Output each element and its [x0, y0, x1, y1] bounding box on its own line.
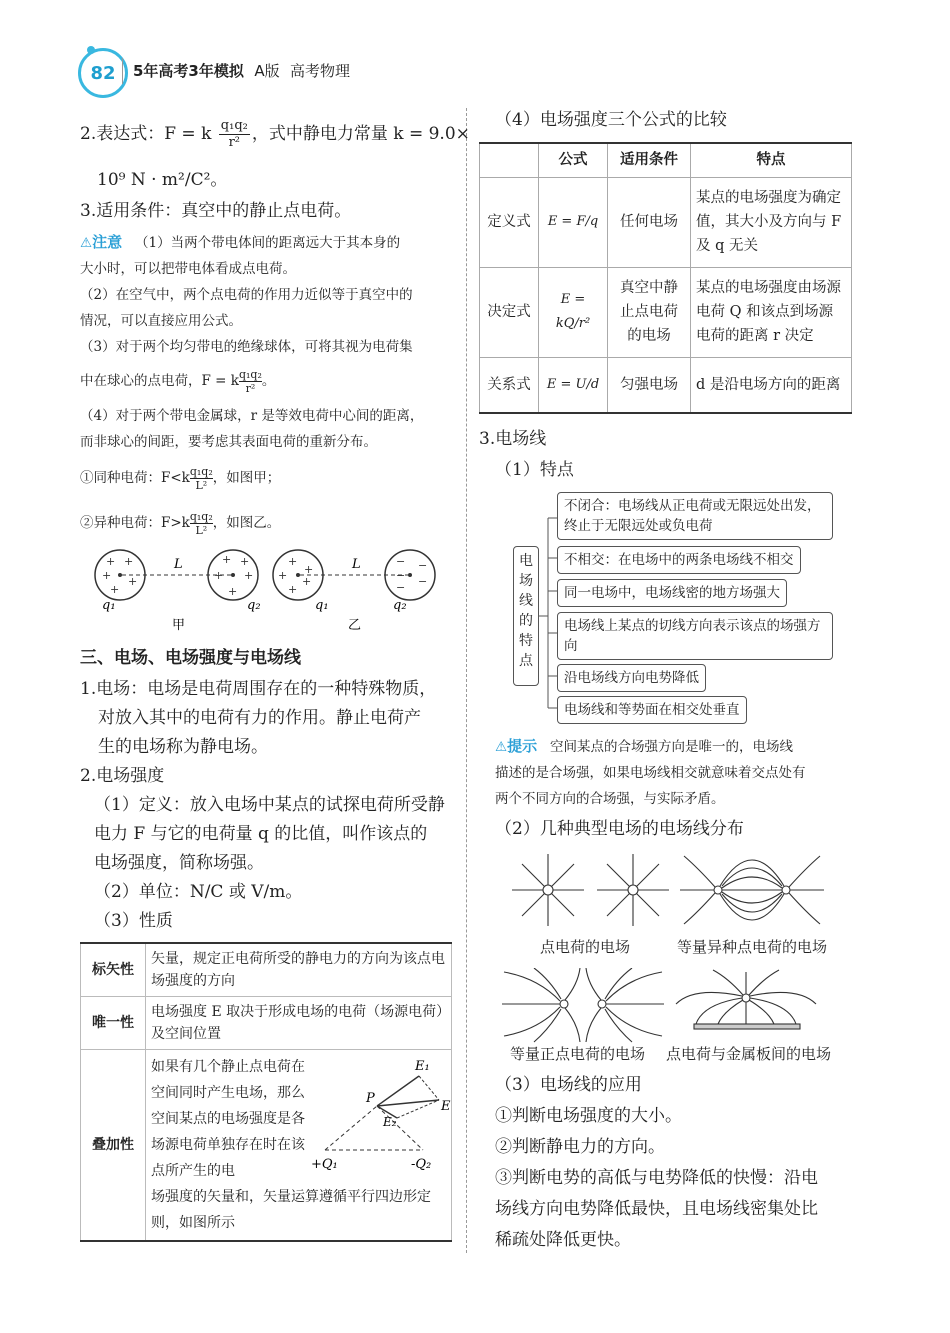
- svg-text:-Q₂: -Q₂: [411, 1157, 432, 1172]
- table-row: 决定式 E = kQ/r² 真空中静止点电荷的电场 某点的电场强度由场源电荷 Q 和该点到场源电荷的距离 r 决定: [480, 267, 852, 357]
- properties-table: [80, 942, 452, 1242]
- fig-label-q2a: q₂: [247, 598, 261, 613]
- svg-text:+: +: [110, 583, 120, 596]
- caption-opposite-charges: 等量异种点电荷的电场: [677, 938, 828, 956]
- tip-block: ⚠提示 空间某点的合场强方向是唯一的，电场线 描述的是合场强，如果电场线相交就意味着交点处有 两个不同方向的合场强，与实际矛盾。: [495, 737, 806, 807]
- field-lines-title: 3.电场线: [479, 429, 547, 449]
- fig-label-q2b: q₂: [393, 598, 407, 613]
- fig-label-L1: L: [174, 557, 183, 572]
- svg-text:−: −: [396, 569, 406, 582]
- svg-text:+: +: [222, 553, 232, 566]
- expression-line: 2.表达式：F = k $\frac{\text{q₁q₂}}{\text{r²}}$ ，式中静电力常量 k = 9.0×: [80, 118, 470, 150]
- svg-text:−: −: [418, 559, 428, 572]
- field-definition: 1.电场：电场是电荷周围存在的一种特殊物质， 对放入其中的电荷有力的作用。静止电荷产 生的电场称为静电场。 2.电场强度 （1）定义：放入电场中某点的试探电荷所受静 电力 F 与它的电荷量 q 的比值，叫作该点的 电场强度，简称场强。 （2）单位：N/C 或 V/m。 （3）性质: [80, 679, 445, 931]
- svg-text:+: +: [214, 569, 224, 582]
- svg-text:+: +: [240, 555, 250, 568]
- table-row: 标矢性 矢量，规定正电荷所受的静电力的方向为该点电场强度的方向: [81, 943, 452, 997]
- typical-fields-subtitle: （2）几种典型电场的电场线分布: [495, 819, 744, 839]
- caption-charge-plate: 点电荷与金属板间的电场: [666, 1045, 832, 1063]
- page-number: 82: [90, 62, 116, 84]
- svg-text:+Q₁: +Q₁: [311, 1157, 338, 1172]
- svg-text:+: +: [304, 563, 314, 576]
- features-subtitle: （1）特点: [495, 460, 574, 480]
- condition-line: 3.适用条件：真空中的静止点电荷。: [80, 201, 352, 221]
- charged-spheres-figure: [90, 545, 450, 635]
- header-title: 5年高考3年模拟 A版 高考物理: [133, 62, 351, 80]
- mindmap-item: 同一电场中，电场线密的地方场强大: [557, 579, 787, 607]
- point-charge-fields-figure: [508, 848, 848, 938]
- column-divider: [466, 108, 467, 1253]
- mindmap-item: 不相交：在电场中的两条电场线不相交: [557, 546, 801, 574]
- fig-label-q1a: q₁: [102, 598, 116, 613]
- svg-text:+: +: [102, 569, 112, 582]
- field-line-applications: （3）电场线的应用 ①判断电场强度的大小。 ②判断静电力的方向。 ③判断电势的高低与电势降低的快慢：沿电 场线方向电势降低最快，且电场线密集处比 稀疏处降低更快。: [495, 1075, 818, 1250]
- page-number-badge: [78, 48, 128, 98]
- svg-text:+: +: [228, 585, 238, 598]
- svg-text:−: −: [418, 575, 428, 588]
- formula-comparison-title: （4）电场强度三个公式的比较: [495, 110, 727, 130]
- vector-sum-figure: [311, 1054, 451, 1174]
- table-row: 关系式 E = U/d 匀强电场 d 是沿电场方向的距离: [480, 357, 852, 413]
- mindmap-item: 电场线上某点的切线方向表示该点的场强方向: [557, 612, 833, 660]
- table-row: 叠加性 如果有几个静止点电荷在空间同时产生电场，那么空间某点的电场强度是各场源电荷单独存在时在该点所产生的电 场强度的矢量和，矢量运算遵循平行四边形定则，如图所示 E₁ E P E₂ +Q₁ -Q₂: [81, 1050, 452, 1242]
- svg-text:E₁: E₁: [415, 1059, 430, 1074]
- note-block: ⚠注意 （1）当两个带电体间的距离远大于其本身的 大小时，可以把带电体看成点电荷。 （2）在空气中，两个点电荷的作用力近似等于真空中的 情况，可以直接应用公式。 （3）对于两个均匀带电的绝缘球体，可将其视为电荷集 中在球心的点电荷，F = k $\frac{\text{q₁q₂}}{\text{r²}}$ 。 （4）对于两个带电金属球，r 是等效电荷中心间的距离， 而非球心的间距，要考虑其表面电荷的重新分布。 ①同种电荷：F<k $\frac{\text{q₁q₂}}{\text{L²}}$ ，如图甲； ②异种电荷：F>k $\frac{\text{q₁q₂}}{\text{L²}}$ ，如图乙。: [80, 233, 424, 537]
- svg-text:+: +: [128, 575, 138, 588]
- badge-dot-icon: [87, 46, 95, 54]
- header-separator: [122, 58, 123, 84]
- svg-text:+: +: [288, 555, 298, 568]
- section-title: 三、电场、电场强度与电场线: [80, 648, 301, 668]
- svg-text:+: +: [302, 575, 312, 588]
- warning-icon: ⚠: [495, 739, 508, 755]
- formula-table: [479, 142, 852, 414]
- svg-text:+: +: [288, 583, 298, 596]
- field-lines-figure-2: [498, 968, 838, 1046]
- svg-text:P: P: [366, 1091, 375, 1106]
- mindmap-item: 电场线和等势面在相交处垂直: [557, 696, 747, 724]
- fig-caption-jia: 甲: [172, 618, 186, 633]
- svg-text:+: +: [278, 569, 288, 582]
- svg-text:E: E: [441, 1099, 451, 1114]
- svg-text:+: +: [244, 569, 254, 582]
- table-row: 唯一性 电场强度 E 取决于形成电场的电荷（场源电荷）及空间位置: [81, 997, 452, 1050]
- table-header-row: 公式 适用条件 特点: [480, 143, 852, 177]
- fig-label-q1b: q₁: [315, 598, 329, 613]
- svg-text:−: −: [396, 581, 406, 594]
- mindmap-item: 沿电场线方向电势降低: [557, 664, 706, 692]
- svg-text:+: +: [106, 555, 116, 568]
- svg-text:+: +: [124, 555, 134, 568]
- mindmap-item: 不闭合：电场线从正电荷或无限远处出发，终止于无限远处或负电荷: [557, 492, 833, 540]
- warning-icon: ⚠: [80, 235, 93, 251]
- caption-point-charge: 点电荷的电场: [540, 938, 631, 956]
- fig-label-L2: L: [352, 557, 361, 572]
- svg-text:−: −: [396, 555, 406, 568]
- coulomb-constant-line: 10⁹ N · m²/C²。: [97, 170, 228, 190]
- mindmap-root: 电场线的特点: [513, 546, 539, 686]
- table-row: 定义式 E = F/q 任何电场 某点的电场强度为确定值，其大小及方向与 F 及 q 无关: [480, 177, 852, 267]
- fig-caption-yi: 乙: [348, 618, 362, 633]
- svg-text:E₂: E₂: [383, 1115, 397, 1129]
- caption-equal-positive: 等量正点电荷的电场: [510, 1045, 646, 1063]
